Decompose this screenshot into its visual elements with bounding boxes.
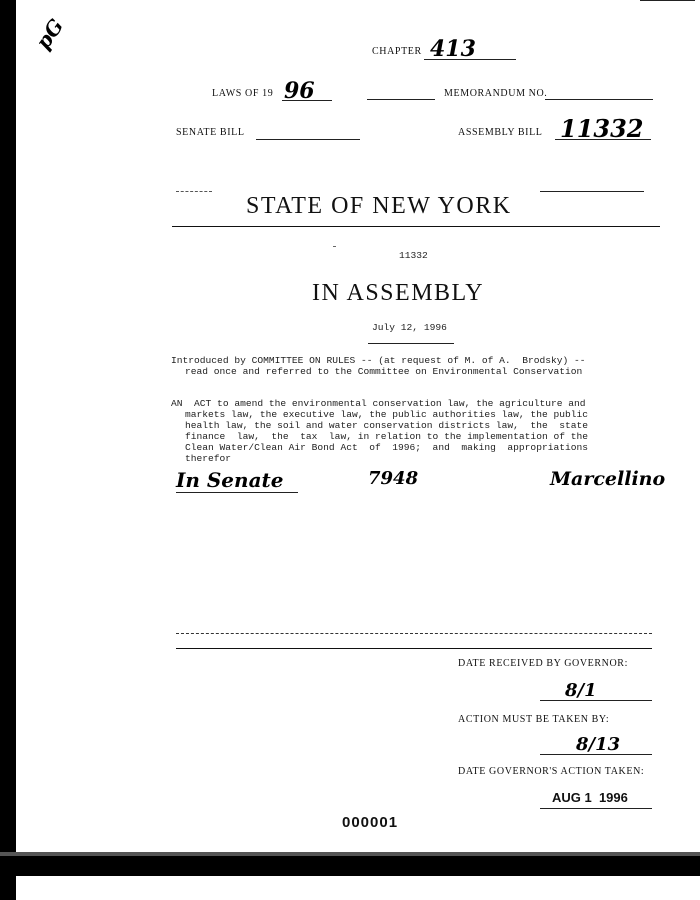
act-line: markets law, the executive law, the public authorities law, the public [185,409,589,420]
bill-number: 11332 [399,250,428,261]
intro-line: Introduced by COMMITTEE ON RULES -- (at request of M. of A. Brodsky) -- [171,355,586,366]
act-line: therefor [185,453,232,464]
chapter-label: CHAPTER [372,46,422,57]
speck [333,246,336,247]
action-taken-stamp: AUG 1 1996 [552,790,628,805]
title-rule [172,226,660,227]
laws-value: 96 [284,78,315,104]
date-received-underline [540,700,652,701]
assembly-bill-value: 11332 [560,114,644,143]
date-received-value: 8/1 [565,680,597,701]
state-title: STATE OF NEW YORK [246,193,512,219]
top-edge-mark [640,0,695,1]
bill-date: July 12, 1996 [372,322,447,333]
page-number: 000001 [342,814,399,831]
action-by-value: 8/13 [576,734,621,755]
intro-line: read once and referred to the Committee on Environmental Conservation [185,366,583,377]
left-rule-stub [176,191,212,192]
senate-bill-underline [256,139,360,140]
memo-label: MEMORANDUM NO. [444,88,548,99]
action-taken-underline [540,808,652,809]
action-taken-label: DATE GOVERNOR'S ACTION TAKEN: [458,766,645,777]
memo-leading-line [367,99,435,100]
date-underline [368,343,454,344]
in-senate-underline [176,492,298,493]
act-text [171,398,661,464]
chapter-value: 413 [430,36,476,62]
date-received-label: DATE RECEIVED BY GOVERNOR: [458,658,628,669]
action-by-underline [540,754,652,755]
act-line: health law, the soil and water conservation districts law, the state [185,420,589,431]
scan-bottom-bar [0,856,700,876]
lower-rule-2 [176,648,652,649]
in-senate-note: In Senate [176,468,284,492]
chamber-title: IN ASSEMBLY [312,280,485,306]
memo-underline [545,99,653,100]
lower-rule-1 [176,633,652,634]
right-rule-stub [540,191,644,192]
act-line: finance law, the tax law, in relation to the implementation of the [185,431,589,442]
action-by-label: ACTION MUST BE TAKEN BY: [458,714,610,725]
act-line: AN ACT to amend the environmental conservation law, the agriculture and [171,398,586,409]
senate-bill-label: SENATE BILL [176,127,245,138]
scan-left-edge [0,0,16,900]
laws-label: LAWS OF 19 [212,88,274,99]
senate-sponsor-note: Marcellino [550,468,666,490]
margin-note: pG [30,14,69,54]
assembly-bill-label: ASSEMBLY BILL [458,127,543,138]
intro-text [171,355,661,377]
act-line: Clean Water/Clean Air Bond Act of 1996; and making appropriations [185,442,589,453]
senate-bill-number-note: 7948 [368,468,419,489]
